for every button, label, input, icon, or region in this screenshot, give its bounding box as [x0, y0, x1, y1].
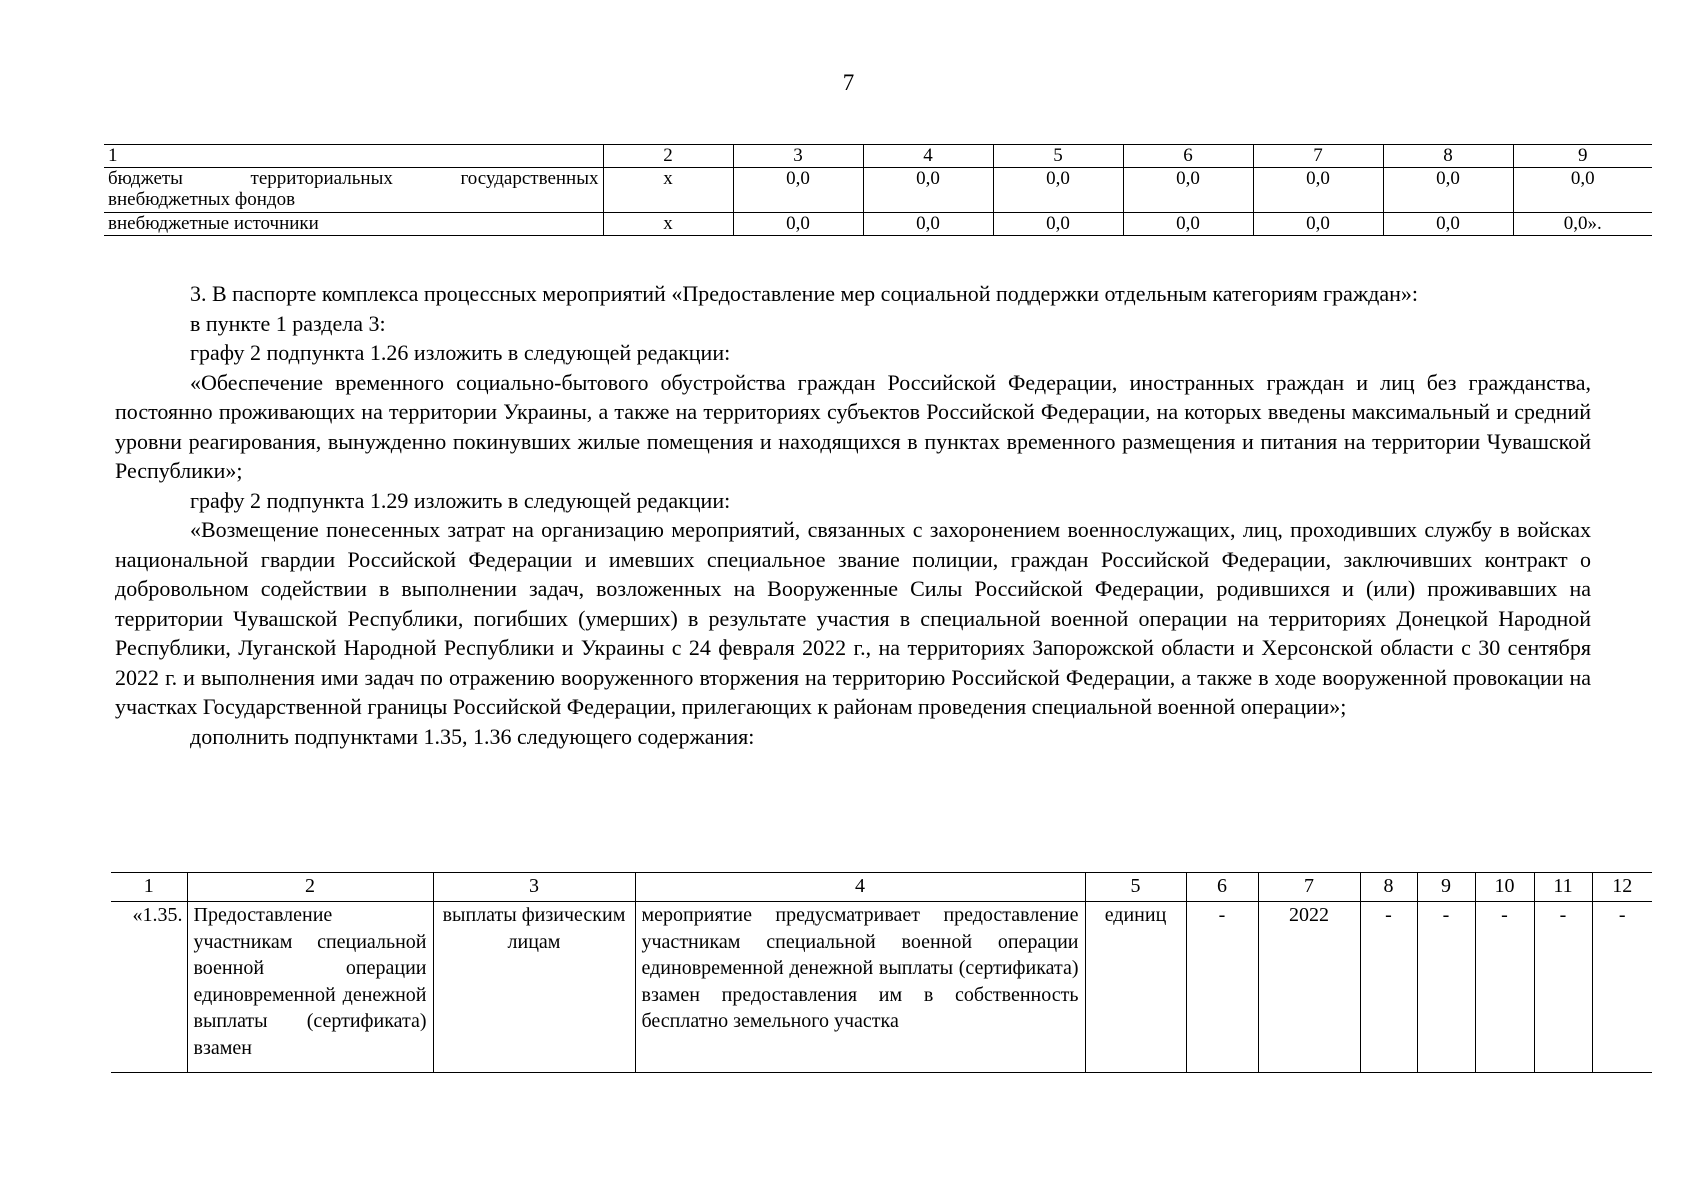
- table-cell: 0,0: [1383, 168, 1513, 213]
- table-cell: 0,0: [863, 168, 993, 213]
- table-cell: 0,0: [1123, 213, 1253, 236]
- paragraph: графу 2 подпункта 1.29 изложить в следующей редакции:: [190, 487, 731, 513]
- body-text: [115, 279, 1591, 751]
- header-cell: 11: [1534, 873, 1592, 902]
- header-cell: 9: [1513, 145, 1652, 168]
- table-cell: -: [1360, 902, 1417, 1073]
- header-cell: 2: [187, 873, 433, 902]
- table-cell: -: [1186, 902, 1258, 1073]
- table-cell: 0,0: [1253, 213, 1383, 236]
- table-header-row: [111, 873, 1652, 902]
- row-label-line: внебюджетных фондов: [108, 189, 296, 210]
- measure-unit: единиц: [1085, 902, 1186, 1073]
- table-cell: 0,0: [1513, 168, 1652, 213]
- paragraph: дополнить подпунктами 1.35, 1.36 следующего содержания:: [190, 723, 755, 749]
- row-label-line: бюджеты территориальных государственных: [108, 168, 599, 189]
- header-cell: 10: [1475, 873, 1534, 902]
- table-cell: 0,0: [1253, 168, 1383, 213]
- funding-sources-table: [104, 144, 1652, 236]
- measure-description: мероприятие предусматривает предоставление участникам специальной военной операции единовременной денежной выплаты (сертификата) взамен предоставления им в собственность бесплатно земельного участка: [635, 902, 1085, 1073]
- table-cell: 0,0: [1123, 168, 1253, 213]
- header-cell: 4: [863, 145, 993, 168]
- paragraph: «Обеспечение временного социально-бытового обустройства граждан Российской Федерации, иностранных граждан и лиц без гражданства, постоянно проживающих на территории Украины, а также на территориях субъектов Российской Федерации, на которых введены максимальный и средний уровни реагирования, вынужденно покинувших жилые помещения и находящихся в пунктах временного размещения и питания на территории Чувашской Республики»;: [115, 369, 1591, 483]
- row-number: «1.35.: [111, 902, 187, 1073]
- table-row: [111, 902, 1652, 1073]
- table-row: [104, 213, 1652, 236]
- header-cell: 1: [104, 145, 603, 168]
- measure-name: Предоставление участникам специальной военной операции единовременной денежной выплаты (сертификата) взамен: [187, 902, 433, 1073]
- header-cell: 8: [1383, 145, 1513, 168]
- header-cell: 7: [1253, 145, 1383, 168]
- table-row: [104, 168, 1652, 213]
- table-cell: х: [603, 168, 733, 213]
- table-cell: 2022: [1258, 902, 1360, 1073]
- table-cell: -: [1592, 902, 1652, 1073]
- page-number: 7: [842, 70, 855, 95]
- table-cell: 0,0».: [1513, 213, 1652, 236]
- paragraph: 3. В паспорте комплекса процессных мероприятий «Предоставление мер социальной поддержки отдельным категориям граждан»:: [190, 281, 1418, 306]
- row-label: [104, 168, 603, 213]
- header-cell: 7: [1258, 873, 1360, 902]
- table-cell: 0,0: [993, 213, 1123, 236]
- table-cell: 0,0: [863, 213, 993, 236]
- header-cell: 4: [635, 873, 1085, 902]
- header-cell: 9: [1417, 873, 1475, 902]
- header-cell: 3: [433, 873, 635, 902]
- header-cell: 6: [1123, 145, 1253, 168]
- header-cell: 5: [993, 145, 1123, 168]
- header-cell: 12: [1592, 873, 1652, 902]
- measures-table: [111, 872, 1652, 1073]
- table-cell: -: [1475, 902, 1534, 1073]
- paragraph: «Возмещение понесенных затрат на организацию мероприятий, связанных с захоронением военнослужащих, лиц, проходивших службу в войсках национальной гвардии Российской Федерации и имевших специальное звание полиции, граждан Российской Федерации, заключивших контракт о добровольном содействии в выполнении задач, возложенных на Вооруженные Силы Российской Федерации, родившихся и (или) проживавших на территории Чувашской Республики, погибших (умерших) в результате участия в специальной военной операции на территориях Донецкой Народной Республики, Луганской Народной Республики и Украины с 24 февраля 2022 г., на территориях Запорожской области и Херсонской области с 30 сентября 2022 г. и выполнения ими задач по отражению вооруженного вторжения на территорию Российской Федерации, а также в ходе вооруженной провокации на участках Государственной границы Российской Федерации, прилегающих к районам проведения специальной военной операции»;: [115, 517, 1591, 719]
- table-cell: 0,0: [733, 213, 863, 236]
- measure-type: выплаты физическим лицам: [433, 902, 635, 1073]
- table-cell: 0,0: [1383, 213, 1513, 236]
- table-cell: 0,0: [993, 168, 1123, 213]
- table-cell: -: [1534, 902, 1592, 1073]
- table-cell: -: [1417, 902, 1475, 1073]
- header-cell: 2: [603, 145, 733, 168]
- header-cell: 1: [111, 873, 187, 902]
- header-cell: 5: [1085, 873, 1186, 902]
- header-cell: 8: [1360, 873, 1417, 902]
- paragraph: графу 2 подпункта 1.26 изложить в следующей редакции:: [190, 340, 731, 365]
- header-cell: 6: [1186, 873, 1258, 902]
- table-header-row: [104, 145, 1652, 168]
- row-label: внебюджетные источники: [104, 213, 603, 236]
- table-cell: 0,0: [733, 168, 863, 213]
- table-cell: х: [603, 213, 733, 236]
- paragraph: в пункте 1 раздела 3:: [190, 310, 386, 336]
- header-cell: 3: [733, 145, 863, 168]
